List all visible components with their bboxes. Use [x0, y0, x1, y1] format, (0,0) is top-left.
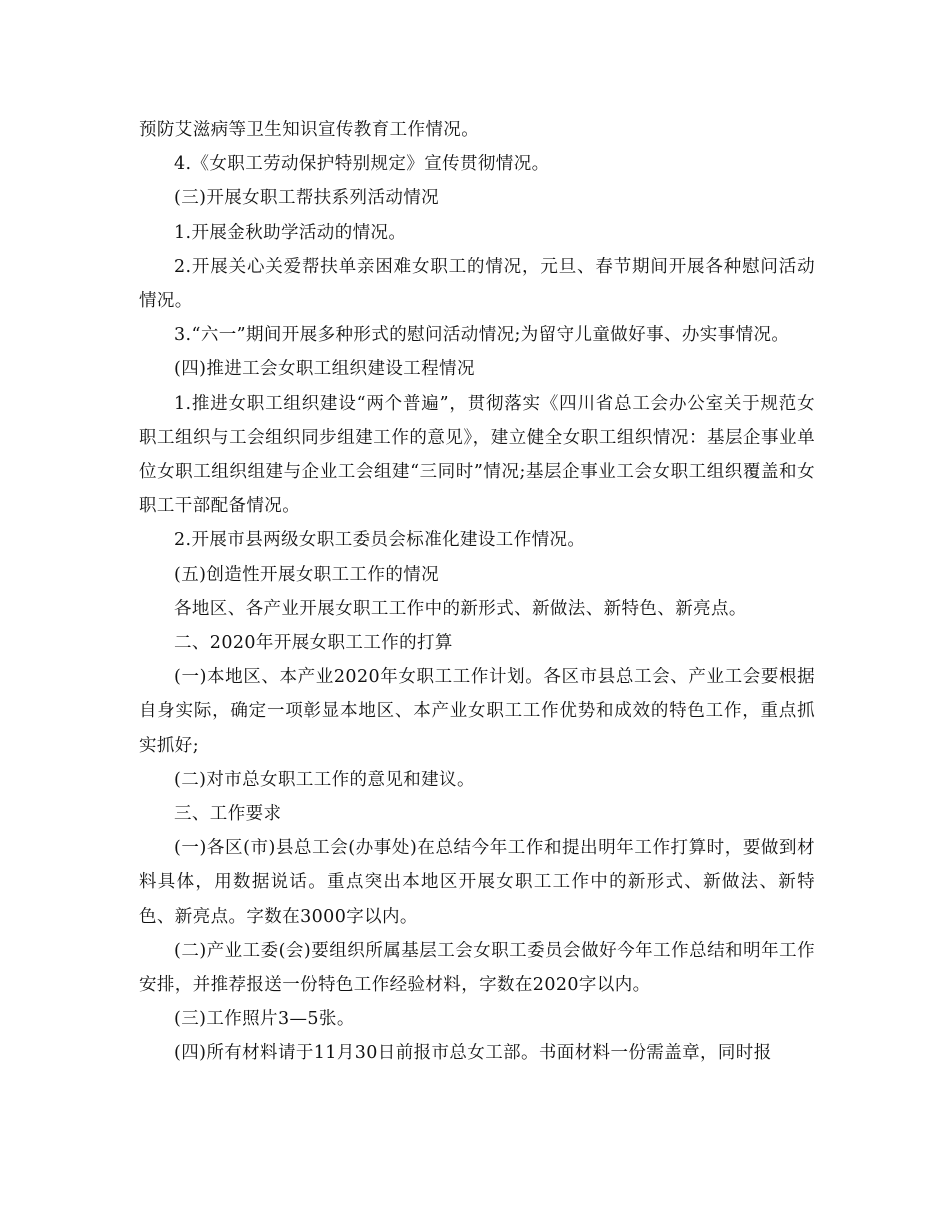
paragraph: (三)工作照片3—5张。 [174, 1009, 355, 1030]
document-body [139, 113, 815, 1071]
paragraph: 1.开展金秋助学活动的情况。 [174, 222, 407, 243]
paragraph: 预防艾滋病等卫生知识宣传教育工作情况。 [139, 120, 480, 140]
section-heading: 三、工作要求 [174, 804, 282, 825]
section-heading: 二、2020年开展女职工工作的打算 [174, 633, 453, 654]
paragraph: 各地区、各产业开展女职工工作中的新形式、新做法、新特色、新亮点。 [174, 598, 747, 619]
paragraph: (一)各区(市)县总工会(办事处)在总结今年工作和提出明年工作打算时，要做到材料具体，用数据说话。重点突出本地区开展女职工工作中的新形式、新做法、新特色、新亮点。字数在3000字以内。 [139, 838, 815, 927]
paragraph: (二)产业工委(会)要组织所属基层工会女职工委员会做好今年工作总结和明年工作安排，并推荐报送一份特色工作经验材料，字数在2020字以内。 [139, 940, 815, 996]
paragraph: 1.推进女职工组织建设“两个普遍”，贯彻落实《四川省总工会办公室关于规范女职工组织与工会组织同步组建工作的意见》，建立健全女职工组织情况：基层企事业单位女职工组织组建与企业工会组建“三同时”情况;基层企事业工会女职工组织覆盖和女职工干部配备情况。 [139, 393, 815, 517]
paragraph: (一)本地区、本产业2020年女职工工作计划。各区市县总工会、产业工会要根据自身实际，确定一项彰显本地区、本产业女职工工作优势和成效的特色工作，重点抓实抓好; [139, 667, 815, 756]
section-heading: (四)推进工会女职工组织建设工程情况 [174, 359, 475, 380]
section-heading: (三)开展女职工帮扶系列活动情况 [174, 188, 440, 209]
paragraph: 3.“六一”期间开展多种形式的慰问活动情况;为留守儿童做好事、办实事情况。 [174, 325, 790, 346]
section-heading: (五)创造性开展女职工工作的情况 [174, 564, 440, 585]
paragraph: 4.《女职工劳动保护特别规定》宣传贯彻情况。 [174, 154, 550, 175]
paragraph: 2.开展关心关爱帮扶单亲困难女职工的情况，元旦、春节期间开展各种慰问活动情况。 [139, 256, 815, 312]
paragraph: (二)对市总女职工工作的意见和建议。 [174, 769, 475, 790]
paragraph: 2.开展市县两级女职工委员会标准化建设工作情况。 [174, 530, 586, 551]
paragraph: (四)所有材料请于11月30日前报市总女工部。书面材料一份需盖章，同时报 [174, 1043, 772, 1064]
